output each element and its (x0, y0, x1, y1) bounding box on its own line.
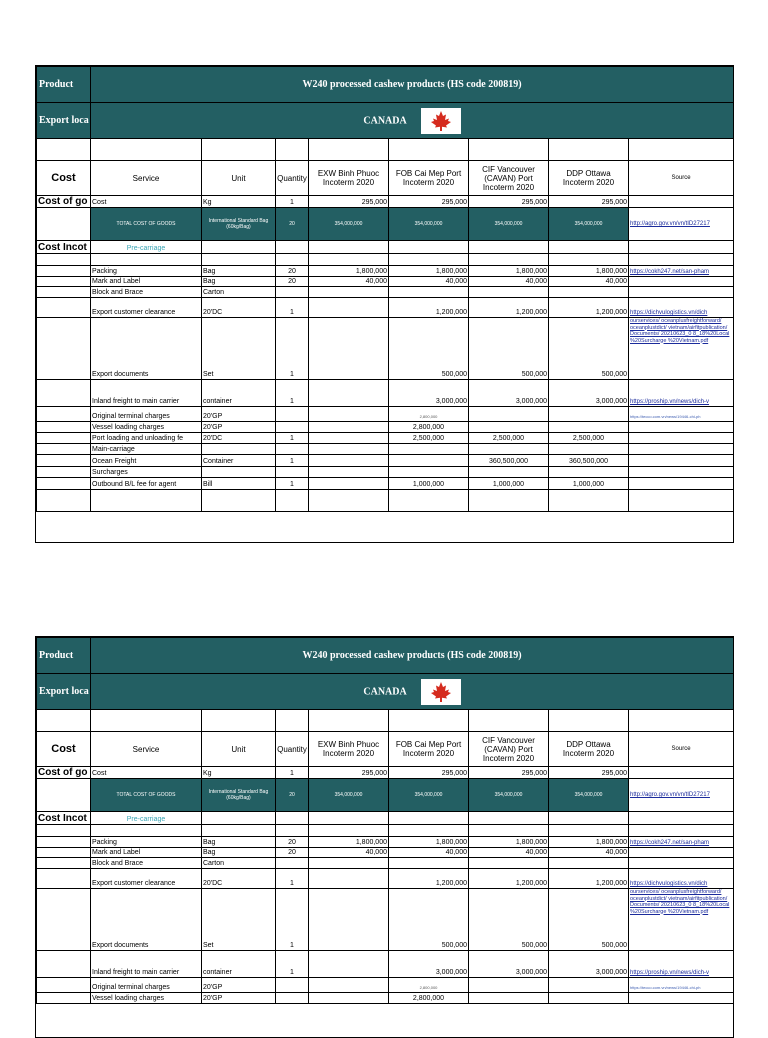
source-link[interactable]: https://proship.vn/news/dich-v (629, 380, 734, 407)
col-cost: Cost (37, 732, 91, 767)
export-location-label: Export loca (37, 674, 91, 710)
source-link[interactable]: http://agro.gov.vn/vn/tID27217 (629, 208, 734, 241)
table-row: Vessel loading charges 20'GP 2,800,000 (37, 422, 734, 433)
spreadsheet-page-1 (35, 65, 734, 543)
table-row: Export customer clearance 20'DC 1 1,200,000 1,200,000 1,200,000 https://dichvulogistics.vn/dich (37, 869, 734, 889)
table-row: Inland freight to main carrier container 1 3,000,000 3,000,000 3,000,000 https://proship.vn/news/dich-v (37, 951, 734, 978)
table-row: Export documents Set 1 500,000 500,000 500,000 ourservices/ oceanplusfreightforward/ oceanplustdict/ vietnam/airfitpublication/ Documents/ 20210623_0 8_18%20Local %20Surcharge %20Vietnam.pdf (37, 318, 734, 380)
product-label: Product (37, 67, 91, 103)
total-row: TOTAL COST OF GOODS International Standard Bag (60kg/Bag) 20 354,000,000 354,000,000 354,000,000 354,000,000 http://agro.gov.vn/vn/tID27217 (37, 208, 734, 241)
source-link[interactable]: https://proship.vn/news/dich-v (629, 951, 734, 978)
col-cif: CIF Vancouver (CAVAN) Port Incoterm 2020 (469, 161, 549, 196)
col-source: Source (629, 732, 734, 767)
table-row: Mark and Label Bag 20 40,000 40,000 40,000 40,000 (37, 277, 734, 287)
source-link[interactable]: https://tecco.com.vn/news/19446-chi-ph (629, 978, 734, 993)
product-title: W240 processed cashew products (HS code 200819) (91, 638, 734, 674)
table-row: Cost of go Cost Kg 1 295,000 295,000 295,000 295,000 (37, 767, 734, 779)
col-unit: Unit (202, 732, 276, 767)
table-row: Surcharges (37, 467, 734, 478)
export-location-label: Export loca (37, 103, 91, 139)
total-row: TOTAL COST OF GOODS International Standard Bag (60kg/Bag) 20 354,000,000 354,000,000 354,000,000 354,000,000 http://agro.gov.vn/vn/tID27217 (37, 779, 734, 812)
table-row: Mark and Label Bag 20 40,000 40,000 40,000 40,000 (37, 848, 734, 858)
table-row: Export customer clearance 20'DC 1 1,200,000 1,200,000 1,200,000 https://dichvulogistics.vn/dich (37, 298, 734, 318)
source-link[interactable]: ourservices/ oceanplusfreightforward/ oceanplustdict/ vietnam/airfitpublication/ Documents/ 20210623_0 8_18%20Local %20Surcharge %20Vietnam.pdf (629, 318, 734, 380)
col-service: Service (91, 732, 202, 767)
table-row: Main-carriage (37, 444, 734, 455)
table-row: Block and Brace Carton (37, 287, 734, 298)
col-quantity: Quantity (276, 161, 309, 196)
table-row: Port loading and unloading fe 20'DC 1 2,500,000 2,500,000 2,500,000 (37, 433, 734, 444)
export-location-value: CANADA (363, 685, 407, 697)
table-row: Original terminal charges 20'GP 2,800,000 https://tecco.com.vn/news/19446-chi-ph (37, 978, 734, 993)
table-row: Export documents Set 1 500,000 500,000 500,000 ourservices/ oceanplusfreightforward/ oceanplustdict/ vietnam/airfitpublication/ Documents/ 20210623_0 8_18%20Local %20Surcharge %20Vietnam.pdf (37, 889, 734, 951)
col-fob: FOB Cai Mep Port Incoterm 2020 (389, 732, 469, 767)
table-row: Block and Brace Carton (37, 858, 734, 869)
cost-table (36, 637, 734, 1004)
table-row: Cost Incot Pre-carriage (37, 812, 734, 825)
source-link[interactable]: https://dichvulogistics.vn/dich (629, 869, 734, 889)
table-row: Packing Bag 20 1,800,000 1,800,000 1,800,000 1,800,000 https://cokh247.net/san-pham (37, 266, 734, 277)
export-location-cell (91, 674, 734, 710)
cost-table (36, 66, 734, 512)
col-service: Service (91, 161, 202, 196)
spreadsheet-page-2 (35, 636, 734, 1038)
col-exw: EXW Binh Phuoc Incoterm 2020 (309, 732, 389, 767)
table-row: Original terminal charges 20'GP 2,800,000 https://tecco.com.vn/news/19446-chi-ph (37, 407, 734, 422)
source-link[interactable]: https://cokh247.net/san-pham (629, 837, 734, 848)
table-row: Inland freight to main carrier container 1 3,000,000 3,000,000 3,000,000 https://proship.vn/news/dich-v (37, 380, 734, 407)
col-cif: CIF Vancouver (CAVAN) Port Incoterm 2020 (469, 732, 549, 767)
canada-flag-icon (421, 679, 461, 705)
product-label: Product (37, 638, 91, 674)
col-fob: FOB Cai Mep Port Incoterm 2020 (389, 161, 469, 196)
col-exw: EXW Binh Phuoc Incoterm 2020 (309, 161, 389, 196)
source-link[interactable]: https://tecco.com.vn/news/19446-chi-ph (629, 407, 734, 422)
export-location-value: CANADA (363, 114, 407, 126)
canada-flag-icon (421, 108, 461, 134)
col-cost: Cost (37, 161, 91, 196)
table-row: Ocean Freight Container 1 360,500,000 360,500,000 (37, 455, 734, 467)
table-row: Outbound B/L fee for agent Bill 1 1,000,000 1,000,000 1,000,000 (37, 478, 734, 490)
col-ddp: DDP Ottawa Incoterm 2020 (549, 732, 629, 767)
table-row: Packing Bag 20 1,800,000 1,800,000 1,800,000 1,800,000 https://cokh247.net/san-pham (37, 837, 734, 848)
table-row: Cost of go Cost Kg 1 295,000 295,000 295,000 295,000 (37, 196, 734, 208)
export-location-cell (91, 103, 734, 139)
source-link[interactable]: https://dichvulogistics.vn/dich (629, 298, 734, 318)
product-title: W240 processed cashew products (HS code 200819) (91, 67, 734, 103)
table-row: Vessel loading charges 20'GP 2,800,000 (37, 993, 734, 1004)
source-link[interactable]: http://agro.gov.vn/vn/tID27217 (629, 779, 734, 812)
col-quantity: Quantity (276, 732, 309, 767)
col-unit: Unit (202, 161, 276, 196)
source-link[interactable]: ourservices/ oceanplusfreightforward/ oceanplustdict/ vietnam/airfitpublication/ Documents/ 20210623_0 8_18%20Local %20Surcharge %20Vietnam.pdf (629, 889, 734, 951)
table-row: Cost Incot Pre-carriage (37, 241, 734, 254)
col-ddp: DDP Ottawa Incoterm 2020 (549, 161, 629, 196)
source-link[interactable]: https://cokh247.net/san-pham (629, 266, 734, 277)
col-source: Source (629, 161, 734, 196)
